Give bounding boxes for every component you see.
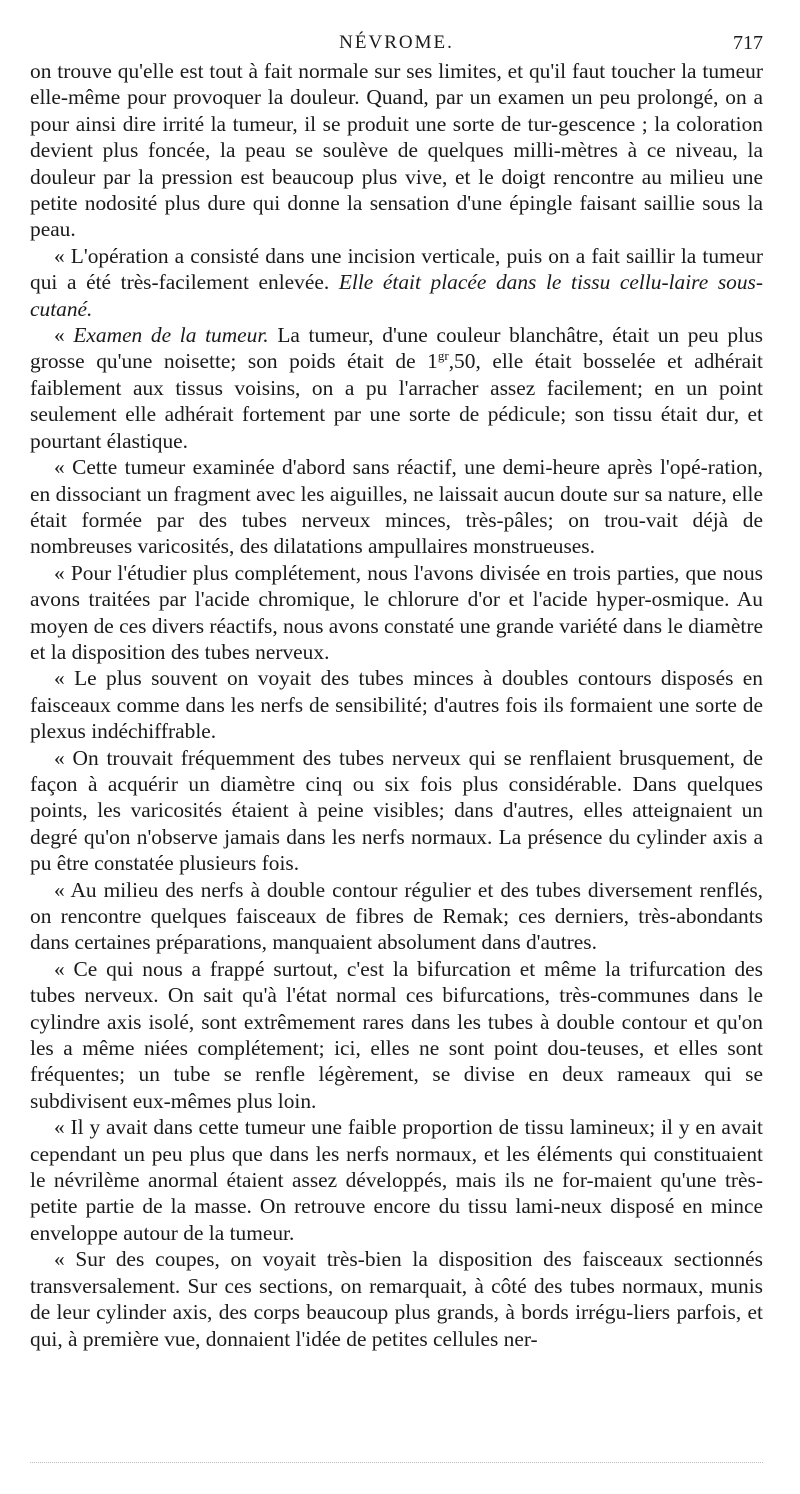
paragraph-text: « Il y avait dans cette tumeur une faible proportion de tissu lamineux; il y en avait cependant un peu plus que dans les nerfs normaux, et les éléments qui constituaient le névrilème anormal étaient assez développés, mais ils ne for-maient qu'une très-petite partie de la masse. On retrouve encore du tissu lami-neux disposé en mince enveloppe autour de la tumeur. [30, 1115, 763, 1245]
paragraph-text: « Sur des coupes, on voyait très-bien la disposition des faisceaux sectionnés transversalement. Sur ces sections, on remarquait, à côté des tubes normaux, munis de leur cylinder axis, des corps beaucoup plus grands, à bords irrégu-liers parfois, et qui, à première vue, donnaient l'idée de petites cellules ner- [30, 1247, 763, 1351]
paragraph-text: « Pour l'étudier plus complétement, nous l'avons divisée en trois parties, que nous avons traitées par l'acide chromique, le chlorure d'or et l'acide hyper-osmique. Au moyen de ces divers réactifs, nous avons constaté une grande variété dans le diamètre et la disposition des tubes nerveux. [30, 560, 763, 664]
footer-rule [30, 1462, 763, 1463]
paragraph-text: ,50, elle était bosselée et adhérait faiblement aux tissus voisins, on a pu l'arracher assez facilement; en un point seulement elle adhérait fortement par une sorte de pédicule; son tissu était dur, et pourtant élastique. [30, 349, 763, 453]
running-title: NÉVROME. [339, 32, 454, 53]
paragraph [30, 745, 763, 877]
paragraph [30, 1246, 763, 1352]
paragraph [30, 322, 763, 454]
book-page [30, 30, 763, 1352]
italic-text: Examen de la tumeur. [73, 323, 269, 348]
paragraph-text: « L'opération a consisté dans une incision verticale, puis on a fait saillir la tumeur qui a été très-facilement enlevée. [30, 243, 763, 295]
paragraph-text: « [54, 323, 74, 348]
italic-text: Elle était placée dans le tissu cellu-laire sous-cutané. [30, 270, 763, 321]
paragraph-text: « Cette tumeur examinée d'abord sans réactif, une demi-heure après l'opé-ration, en dissociant un fragment avec les aiguilles, ne laissait aucun doute sur sa nature, elle était formée par des tubes nerveux minces, très-pâles; on trou-vait déjà de nombreuses varicosités, des dilatations ampullaires monstrueuses. [30, 455, 763, 559]
paragraph [30, 877, 763, 956]
body-text [30, 58, 763, 1352]
paragraph [30, 560, 763, 666]
paragraph [30, 454, 763, 560]
paragraph-text: « Le plus souvent on voyait des tubes minces à doubles contours disposés en faisceaux comme dans les nerfs de sensibilité; d'autres fois ils formaient une sorte de plexus indéchiffrable. [30, 666, 763, 744]
paragraph-text: « Ce qui nous a frappé surtout, c'est la bifurcation et même la trifurcation des tubes nerveux. On sait qu'à l'état normal ces bifurcations, très-communes dans le cylindre axis isolé, sont extrêmement rares dans les tubes à double contour et qu'on les a même niées complétement; ici, elles ne sont point dou-teuses, et elles sont fréquentes; un tube se renfle légèrement, se divise en deux rameaux qui se subdivisent eux-mêmes plus loin. [30, 956, 763, 1113]
paragraph-text: on trouve qu'elle est tout à fait normale sur ses limites, et qu'il faut toucher la tumeur elle-même pour provoquer la douleur. Quand, par un examen un peu prolongé, on a pour ainsi dire irrité la tumeur, il se produit une sorte de tur-gescence ; la coloration devient plus foncée, la peau se soulève de quelques milli-mètres à ce niveau, la douleur par la pression est beaucoup plus vive, et le doigt rencontre au milieu une petite nodosité plus dure qui donne la sensation d'une épingle faisant saillie sous la peau. [30, 59, 763, 242]
paragraph [30, 1114, 763, 1246]
page-number: 717 [733, 32, 763, 54]
paragraph [30, 58, 763, 243]
superscript-text: gr [437, 348, 449, 364]
running-head [30, 30, 763, 58]
paragraph [30, 665, 763, 744]
paragraph-text: « Au milieu des nerfs à double contour régulier et des tubes diversement renflés, on rencontre quelques faisceaux de fibres de Remak; ces derniers, très-abondants dans certaines préparations, manquaient absolument dans d'autres. [30, 877, 763, 955]
paragraph-text: La tumeur, d'une couleur blanchâtre, était un peu plus grosse qu'une noisette; son poids était de 1 [30, 323, 764, 374]
paragraph [30, 243, 763, 322]
paragraph [30, 956, 763, 1114]
paragraph-text: « On trouvait fréquemment des tubes nerveux qui se renflaient brusquement, de façon à acquérir un diamètre cinq ou six fois plus considérable. Dans quelques points, les varicosités étaient à peine visibles; dans d'autres, elles atteignaient un degré qu'on n'observe jamais dans les nerfs normaux. La présence du cylinder axis a pu être constatée plusieurs fois. [30, 745, 763, 876]
